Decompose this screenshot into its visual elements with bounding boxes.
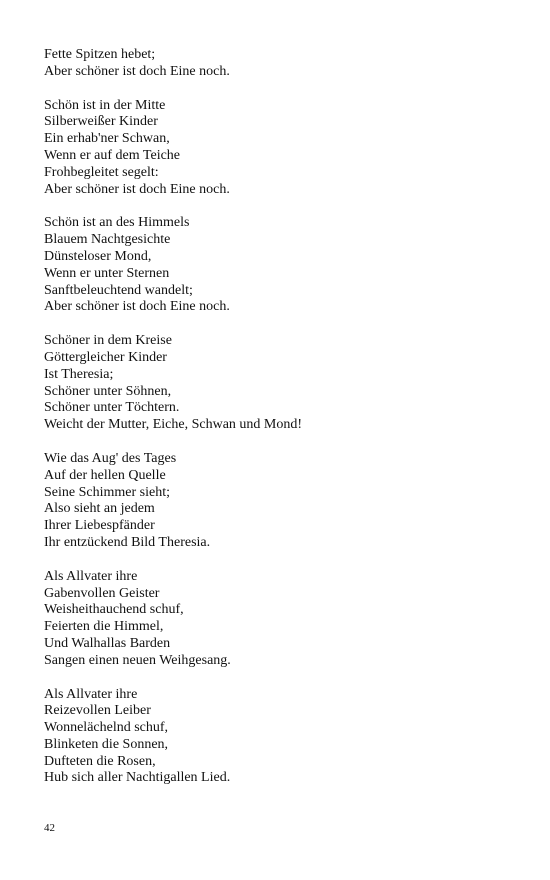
stanza [44,451,524,552]
poem-line: Wonnelächelnd schuf, [44,720,169,736]
poem-text [44,47,524,804]
poem-line: Blinketen die Sonnen, [44,736,169,752]
poem-line: Hub sich aller Nachtigallen Lied. [44,770,231,786]
page-number: 42 [44,822,55,834]
poem-line: Ihrer Liebespfänder [44,518,155,534]
poem-line: Wenn er auf dem Teiche [44,147,181,163]
poem-line: Schöner unter Söhnen, [44,383,172,399]
poem-line: Schön ist an des Himmels [44,215,190,231]
poem-line: Dufteten die Rosen, [44,753,156,769]
poem-line: Ihr entzückend Bild Theresia. [44,534,211,550]
poem-line: Und Walhallas Barden [44,635,171,651]
poem-line: Feierten die Himmel, [44,619,164,635]
poem-line: Dünsteloser Mond, [44,248,152,264]
poem-line: Aber schöner ist doch Eine noch. [44,299,230,315]
poem-line: Wenn er unter Sternen [44,265,170,281]
poem-line: Als Allvater ihre [44,568,138,584]
stanza [44,98,524,199]
poem-line: Seine Schimmer sieht; [44,484,170,500]
stanza [44,687,524,788]
poem-line: Schöner in dem Kreise [44,333,172,349]
poem-line: Silberweißer Kinder [44,114,158,130]
poem-line: Reizevollen Leiber [44,703,151,719]
stanza [44,569,524,670]
poem-line: Gabenvollen Geister [44,585,160,601]
poem-line: Ein erhab'ner Schwan, [44,131,170,147]
poem-line: Blauem Nachtgesichte [44,232,171,248]
poem-line: Wie das Aug' des Tages [44,450,177,466]
poem-line: Aber schöner ist doch Eine noch. [44,63,230,79]
stanza [44,47,524,81]
poem-line: Weisheithauchend schuf, [44,602,184,618]
poem-line: Schön ist in der Mitte [44,97,166,113]
stanza [44,333,524,434]
poem-line: Sanftbeleuchtend wandelt; [44,282,193,298]
poem-line: Ist Theresia; [44,366,114,382]
poem-line: Sangen einen neuen Weihgesang. [44,652,231,668]
poem-line: Aber schöner ist doch Eine noch. [44,181,230,197]
poem-line: Also sieht an jedem [44,501,155,517]
poem-line: Göttergleicher Kinder [44,349,167,365]
poem-line: Als Allvater ihre [44,686,138,702]
poem-line: Fette Spitzen hebet; [44,47,156,62]
poem-line: Schöner unter Töchtern. [44,400,180,416]
poem-line: Auf der hellen Quelle [44,467,166,483]
poem-line: Frohbegleitet segelt: [44,164,159,180]
poem-line: Weicht der Mutter, Eiche, Schwan und Mond! [44,417,303,433]
stanza [44,215,524,316]
